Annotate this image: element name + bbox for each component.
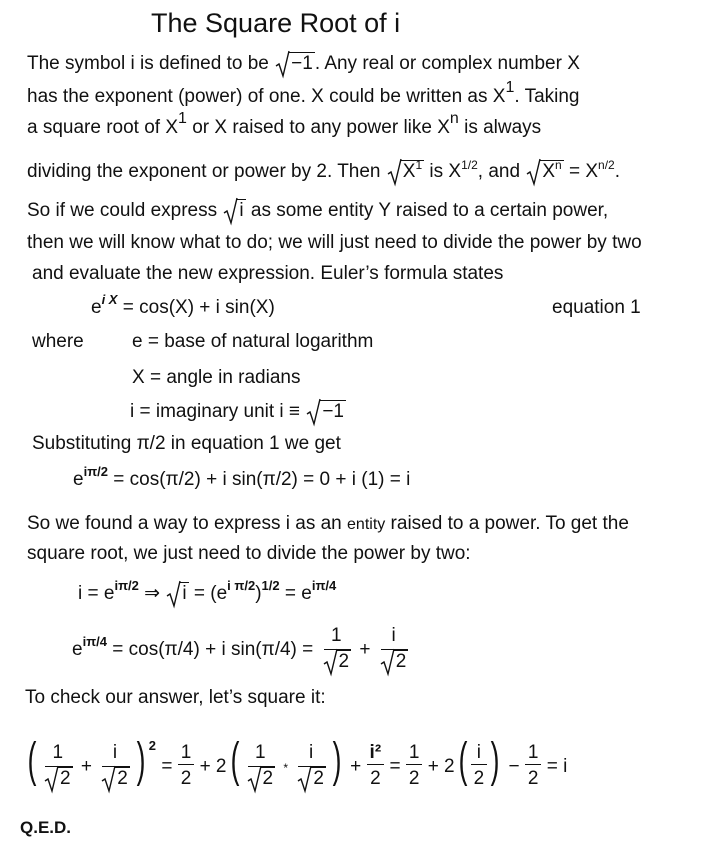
where-word: where <box>32 331 84 352</box>
para1-line1 <box>27 52 580 76</box>
left-paren: ( <box>230 734 239 787</box>
euler-formula <box>91 292 275 321</box>
definition-x: X = angle in radians <box>132 367 301 388</box>
check-text: To check our answer, let’s square it: <box>25 687 326 708</box>
text: + <box>80 756 92 777</box>
superscript: 1 <box>415 158 423 172</box>
text: a square root of X <box>27 117 179 138</box>
sqrt-expression <box>167 582 188 606</box>
text: is always <box>458 117 542 138</box>
numerator: 1 <box>331 625 342 647</box>
text: − <box>508 756 520 777</box>
fraction <box>97 742 133 791</box>
fraction <box>525 742 542 791</box>
multiply-sign: * <box>283 761 289 775</box>
substitution-text: Substituting π/2 in equation 1 we get <box>32 433 341 454</box>
sqrt-expression <box>388 160 424 185</box>
numerator: i <box>476 742 482 764</box>
fraction <box>40 742 76 791</box>
superscript: i π/2 <box>227 578 256 593</box>
para1-line7: and evaluate the new expression. Euler’s formula states <box>32 263 504 284</box>
text: is X <box>424 161 462 182</box>
text: + <box>350 756 362 777</box>
superscript: iπ/4 <box>311 578 337 593</box>
text: raised to a power. To get the <box>385 513 629 534</box>
e-i-pi-4-equation <box>72 620 411 681</box>
superscript: iπ/2 <box>114 578 139 593</box>
superscript: i X <box>101 292 118 307</box>
para1-line3 <box>27 110 542 141</box>
denominator: 2 <box>525 764 542 791</box>
text: So if we could express <box>27 200 218 221</box>
text: = <box>161 756 173 777</box>
numerator: i <box>308 742 314 764</box>
denominator: 2 <box>406 764 423 791</box>
radicand: i <box>239 200 244 221</box>
superscript: 1 <box>178 110 187 127</box>
numerator: 1 <box>408 742 420 764</box>
sqrt-expression <box>527 160 563 185</box>
numerator: 1 <box>52 742 64 764</box>
text: = cos(π/4) + i sin(π/4) = <box>107 639 319 660</box>
radicand: −1 <box>291 53 313 74</box>
numerator: i <box>112 742 118 764</box>
text: , and <box>477 161 521 182</box>
text: ) <box>255 583 262 604</box>
radicand: 2 <box>117 768 128 790</box>
para1-line4 <box>27 160 620 185</box>
right-paren: ) <box>490 734 500 787</box>
text: = (e <box>188 583 228 604</box>
text: = cos(π/2) + i sin(π/2) = 0 + i (1) = i <box>108 469 411 490</box>
text: = <box>389 756 401 777</box>
text: has the exponent (power) of one. X could be written as X <box>27 86 506 107</box>
left-paren: ( <box>27 734 37 787</box>
text: as some entity Y raised to a certain power, <box>245 200 609 221</box>
text: = i <box>546 756 568 777</box>
numerator: i <box>391 625 396 647</box>
para1-line6: then we will know what to do; we will just need to divide the power by two <box>27 232 642 253</box>
text: . Any real or complex number X <box>314 53 580 74</box>
text: . Taking <box>514 86 580 107</box>
radicand: 2 <box>395 651 407 673</box>
right-paren: ) <box>332 734 342 787</box>
superscript: n <box>555 158 562 172</box>
implies-arrow: ⇒ <box>138 583 166 604</box>
fraction <box>243 742 279 791</box>
equation-label: equation 1 <box>552 297 641 318</box>
definition-i <box>130 400 346 424</box>
sqrt-expression <box>45 766 73 791</box>
left-paren: ( <box>458 734 468 787</box>
numerator: 1 <box>527 742 539 764</box>
sqrt-expression <box>298 766 326 791</box>
text: + <box>359 639 376 660</box>
text: So we found a way to express i as an <box>27 513 348 534</box>
text: e <box>91 297 102 318</box>
text: entity <box>347 516 386 533</box>
verification-equation <box>24 722 567 803</box>
radicand: 2 <box>313 768 324 790</box>
sqrt-expression <box>381 649 409 674</box>
fraction <box>376 625 412 674</box>
denominator: 2 <box>471 764 488 791</box>
superscript: 1 <box>505 79 515 96</box>
fraction <box>367 742 385 791</box>
sqrt-expression <box>102 766 130 791</box>
superscript: n <box>449 110 459 127</box>
sqrt-expression <box>224 199 245 223</box>
sqrt-expression <box>248 766 276 791</box>
qed-label: Q.E.D. <box>20 818 72 837</box>
superscript: iπ/4 <box>82 634 107 649</box>
fraction <box>178 742 195 791</box>
page-title: The Square Root of i <box>151 8 401 38</box>
radicand: i <box>182 583 187 604</box>
text: = e <box>279 583 312 604</box>
radicand: X <box>402 161 416 182</box>
definition-e: e = base of natural logarithm <box>132 331 374 352</box>
denominator: 2 <box>367 764 385 791</box>
para1-line2 <box>27 79 580 110</box>
radicand: 2 <box>338 651 350 673</box>
right-paren: ) <box>136 734 146 787</box>
substitution-equation <box>73 464 411 493</box>
numerator: 1 <box>180 742 192 764</box>
text: + 2 <box>199 756 227 777</box>
text: dividing the exponent or power by 2. Then <box>27 161 381 182</box>
fraction <box>471 742 488 791</box>
text: i = imaginary unit i ≡ <box>130 401 301 422</box>
radicand: 2 <box>59 768 71 790</box>
denominator: 2 <box>178 764 195 791</box>
text: + 2 <box>427 756 455 777</box>
radicand: −1 <box>322 401 344 422</box>
sqrt-expression <box>307 400 346 424</box>
superscript: n/2 <box>598 158 615 172</box>
superscript: iπ/2 <box>83 464 108 479</box>
radicand: X <box>542 161 556 182</box>
text: or X raised to any power like X <box>186 117 450 138</box>
superscript: 2 <box>148 738 157 753</box>
sqrt-expression <box>324 649 352 674</box>
numerator: i² <box>369 742 382 764</box>
numerator: 1 <box>255 742 266 764</box>
text: . <box>614 161 621 182</box>
text: = cos(X) + i sin(X) <box>117 297 275 318</box>
radicand: 2 <box>262 768 274 790</box>
para2-line1 <box>27 512 629 537</box>
superscript: 1/2 <box>261 578 280 593</box>
sqrt-expression <box>276 52 315 76</box>
text: The symbol i is defined to be <box>27 53 269 74</box>
text: e <box>73 469 84 490</box>
fraction <box>293 742 329 791</box>
sqrt-i-equation <box>78 578 337 607</box>
text: i = e <box>78 583 115 604</box>
fraction <box>319 625 355 674</box>
para1-line5 <box>27 199 608 223</box>
para2-line2: square root, we just need to divide the power by two: <box>27 543 471 564</box>
text: = X <box>563 161 599 182</box>
superscript: 1/2 <box>461 158 478 172</box>
fraction <box>406 742 423 791</box>
text: e <box>72 639 83 660</box>
